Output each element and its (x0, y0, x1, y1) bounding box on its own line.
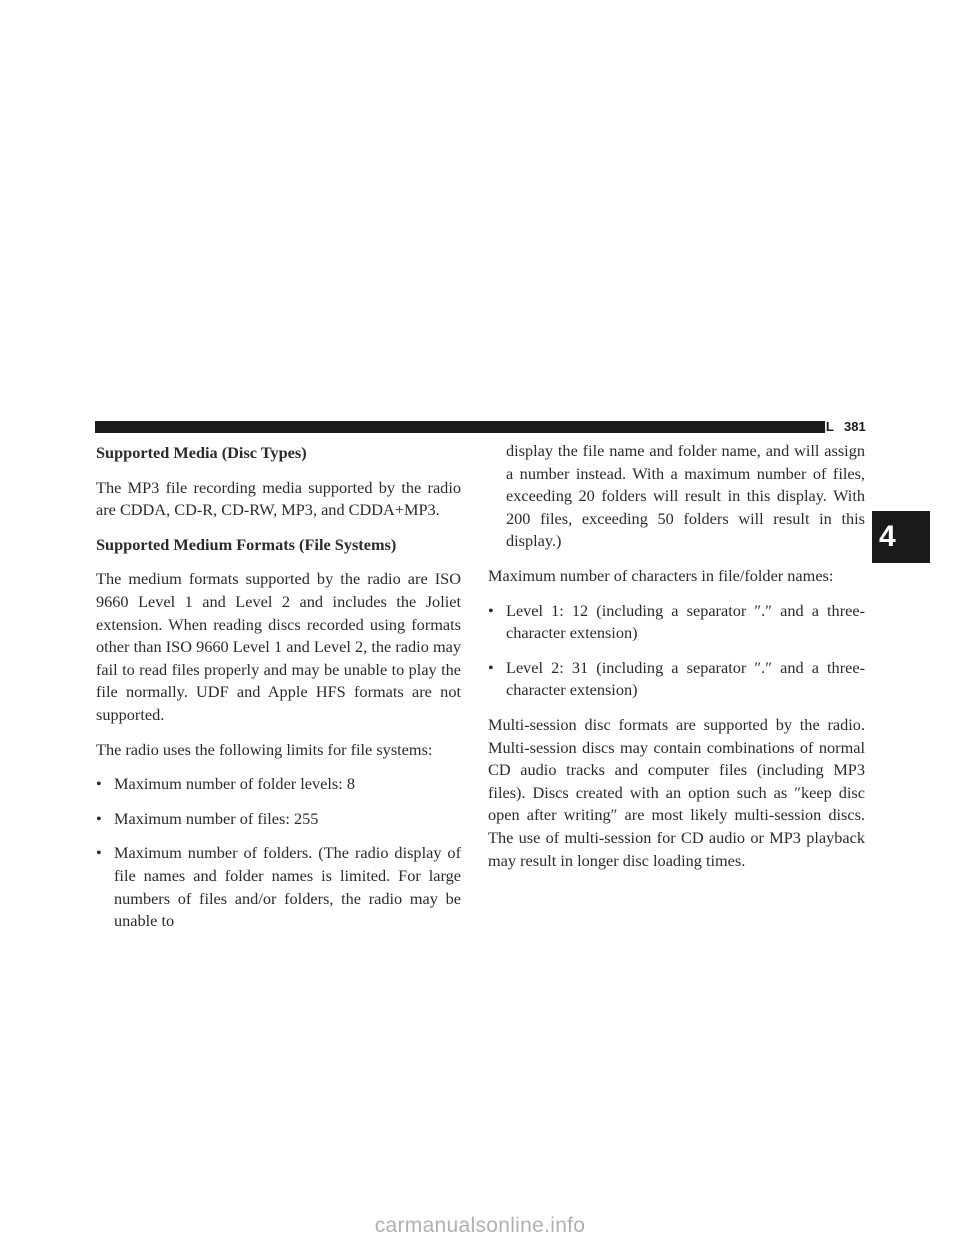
bullet-icon: • (488, 600, 494, 620)
bullet-icon: • (488, 657, 494, 677)
list-item-continuation: display the file name and folder name, and will assign a number instead. With a maximum number of files, exceeding 20 folders will result in this display. With 200 files, exceeding 50 folders will result in this display.) (506, 441, 865, 551)
paragraph: Maximum number of characters in file/folder names: (488, 565, 834, 585)
paragraph: The MP3 file recording media supported by the radio are CDDA, CD-R, CD-RW, MP3, and CDDA+MP3. (96, 477, 461, 520)
section-heading: Supported Media (Disc Types) (96, 443, 307, 462)
list-item-text: Maximum number of folders. (The radio display of file names and folder names is limited. For large numbers of files and/or folders, the radio may be unable to (114, 843, 461, 931)
right-column (488, 440, 865, 884)
list-item-text: Level 2: 31 (including a separator ″.″ and a three-character extension) (506, 657, 865, 700)
section-heading: Supported Medium Formats (File Systems) (96, 534, 397, 554)
list-item (488, 657, 865, 702)
left-column (96, 442, 461, 945)
paragraph: The medium formats supported by the radio are ISO 9660 Level 1 and Level 2 and includes the Joliet extension. When reading discs recorded using formats other than ISO 9660 Level 1 and Level 2, the radio may fail to read files properly and may be unable to play the file normally. UDF and Apple HFS formats are not supported. (96, 569, 461, 724)
list-item (96, 808, 461, 831)
page-number: 381 (844, 419, 866, 434)
running-header: UNDERSTANDING YOUR INSTRUMENT PANEL (537, 419, 834, 434)
paragraph: Multi-session disc formats are supported by the radio. Multi-session discs may contain combinations of normal CD audio tracks and computer files (including MP3 files). Discs created with an option such as ″keep disc open after writing″ are most likely multi-session discs. The use of multi-session for CD audio or MP3 playback may result in longer disc loading times. (488, 714, 865, 870)
bullet-icon: • (96, 808, 102, 828)
list-item-text: Maximum number of folder levels: 8 (114, 774, 355, 794)
bullet-icon: • (96, 843, 102, 863)
watermark-text: carmanualsonline.info (374, 1214, 586, 1237)
list-item (96, 842, 461, 932)
bullet-icon: • (96, 774, 102, 794)
list-item (488, 600, 865, 645)
paragraph: The radio uses the following limits for file systems: (96, 739, 433, 759)
chapter-tab: 4 (872, 511, 930, 563)
list-item (96, 773, 461, 796)
list-item-text: Level 1: 12 (including a separator ″.″ and a three-character extension) (506, 600, 865, 643)
list-item-text: Maximum number of files: 255 (114, 808, 319, 828)
